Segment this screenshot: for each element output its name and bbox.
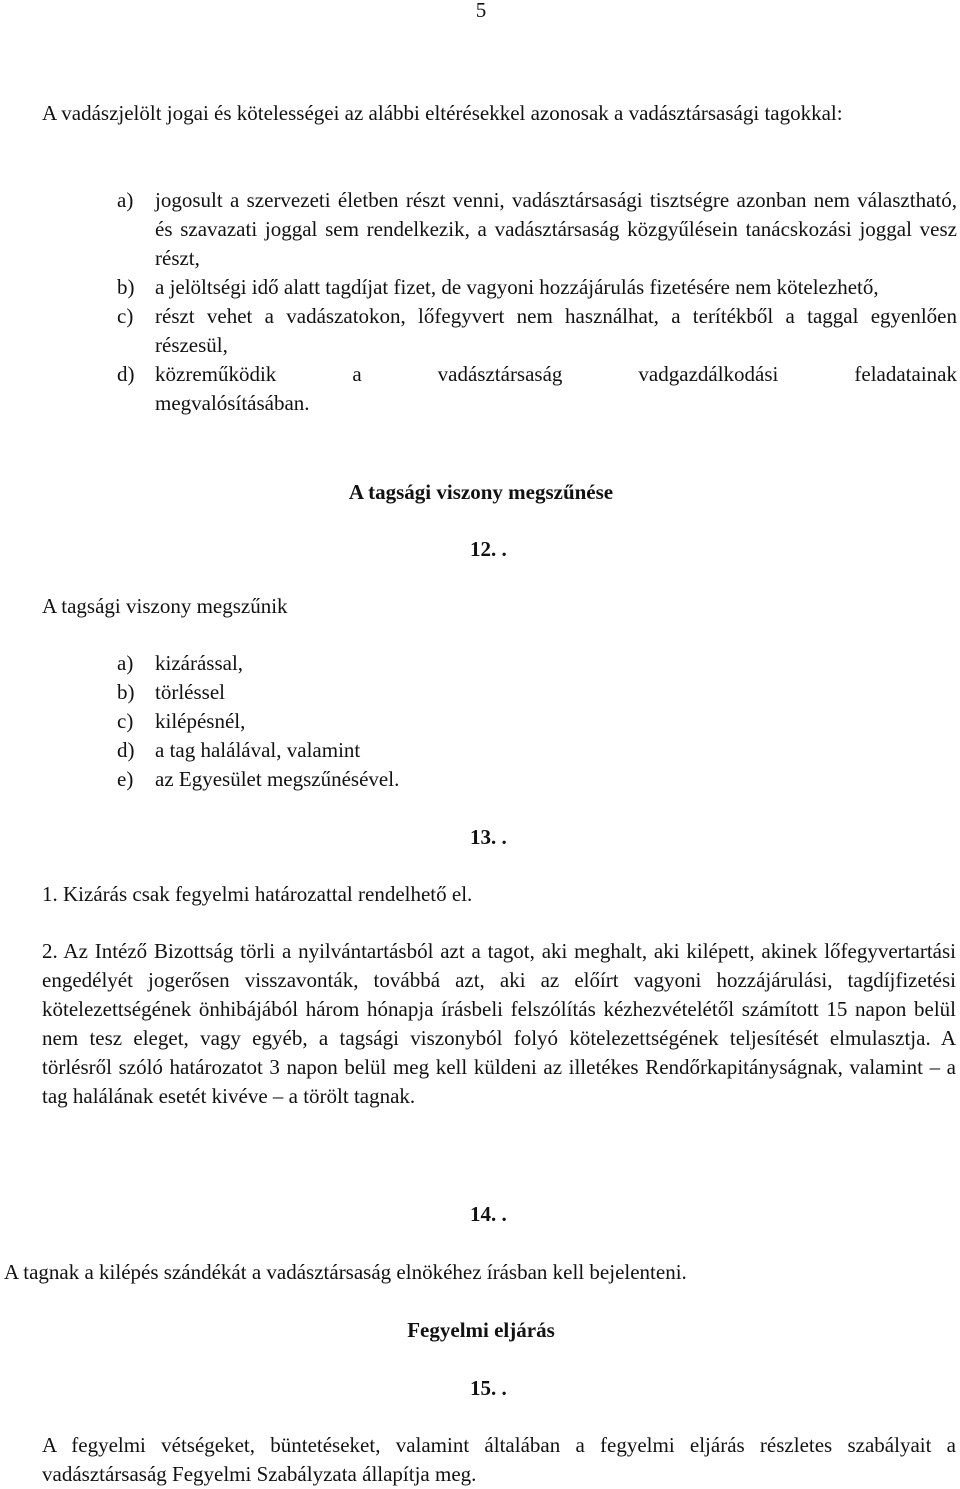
paragraph-number: 14. . xyxy=(470,1202,507,1226)
point-2: 2. Az Intéző Bizottság törli a nyilvántartásból azt a tagot, aki meghalt, aki kilépett, akinek lőfegyvertartási engedélyét jogerősen visszavonták, továbbá azt, aki az előírt vagyoni hozzájárulási, tagdíjfizetési kötelezettségének önhibájából három hónapja írásbeli felszólítás kézhezvételétől számított 15 napon belül nem tesz eleget, vagy egyéb, a tagsági viszonyból folyó kötelezettségének teljesítését elmulasztja. A törlésről szóló határozatot 3 napon belül meg kell küldeni az illetékes Rendőrkapitányságnak, valamint – a tag halálának esetét kivéve – a törölt tagnak. xyxy=(42,939,956,1108)
list-item-label: c) xyxy=(117,709,134,733)
list-item-text: törléssel xyxy=(155,680,225,704)
list-item xyxy=(117,302,957,360)
list-item xyxy=(117,649,517,678)
list-item xyxy=(117,736,517,765)
disciplinary-paragraph: A fegyelmi vétségeket, büntetéseket, valamint általában a fegyelmi eljárás részletes szabályait a vadásztársaság Fegyelmi Szabályzata állapítja meg. xyxy=(42,1433,956,1486)
list-item-text: kizárással, xyxy=(155,651,244,675)
list-item-label: d) xyxy=(117,738,135,762)
list-item-label: a) xyxy=(117,188,134,212)
list-item-text-line: közreműködik a vadásztársaság vadgazdálkodási feladatainak xyxy=(155,362,957,386)
termination-list xyxy=(117,649,517,794)
paragraph-number: 15. . xyxy=(470,1376,507,1400)
withdrawal-paragraph: A tagnak a kilépés szándékát a vadásztársaság elnökéhez írásban kell bejelenteni. xyxy=(4,1260,687,1284)
section-heading: Fegyelmi eljárás xyxy=(407,1318,555,1342)
list-item-text: részt vehet a vadászatokon, lőfegyvert nem használhat, a terítékből a taggal egyenlően részesül, xyxy=(155,304,957,357)
list-item-label: b) xyxy=(117,275,135,299)
list-item xyxy=(117,273,957,302)
list-item xyxy=(117,360,957,418)
list-item-text: a jelöltségi idő alatt tagdíjat fizet, de vagyoni hozzájárulás fizetésére nem kötelezhető, xyxy=(155,275,879,299)
list-item xyxy=(117,678,517,707)
list-item-text: az Egyesület megszűnésével. xyxy=(155,767,400,791)
paragraph-number: 12. . xyxy=(470,537,507,561)
list-item-text: kilépésnél, xyxy=(155,709,246,733)
list-item xyxy=(117,186,957,273)
list-item xyxy=(117,765,517,794)
section-heading: A tagsági viszony megszűnése xyxy=(348,480,614,504)
list-item-label: a) xyxy=(117,651,134,675)
paragraph-number: 13. . xyxy=(470,825,507,849)
list-item xyxy=(117,707,517,736)
list-item-label: c) xyxy=(117,304,134,328)
termination-intro: A tagsági viszony megszűnik xyxy=(42,594,288,618)
list-item-label: e) xyxy=(117,767,134,791)
list-item-text: a tag halálával, valamint xyxy=(155,738,361,762)
list-item-label: b) xyxy=(117,680,135,704)
point-1: 1. Kizárás csak fegyelmi határozattal rendelhető el. xyxy=(42,882,473,906)
list-item-text-line: megvalósításában. xyxy=(155,391,310,415)
list-item-text: jogosult a szervezeti életben részt venni, vadásztársasági tisztségre azonban nem választható, és szavazati joggal sem rendelkezik, a vadásztársaság közgyűlésein tanácskozási joggal vesz részt, xyxy=(155,188,957,270)
rights-list xyxy=(117,186,957,418)
intro-paragraph: A vadászjelölt jogai és kötelességei az alábbi eltérésekkel azonosak a vadásztársasági tagokkal: xyxy=(42,101,843,125)
page-number: 5 xyxy=(475,0,487,22)
list-item-label: d) xyxy=(117,362,135,386)
